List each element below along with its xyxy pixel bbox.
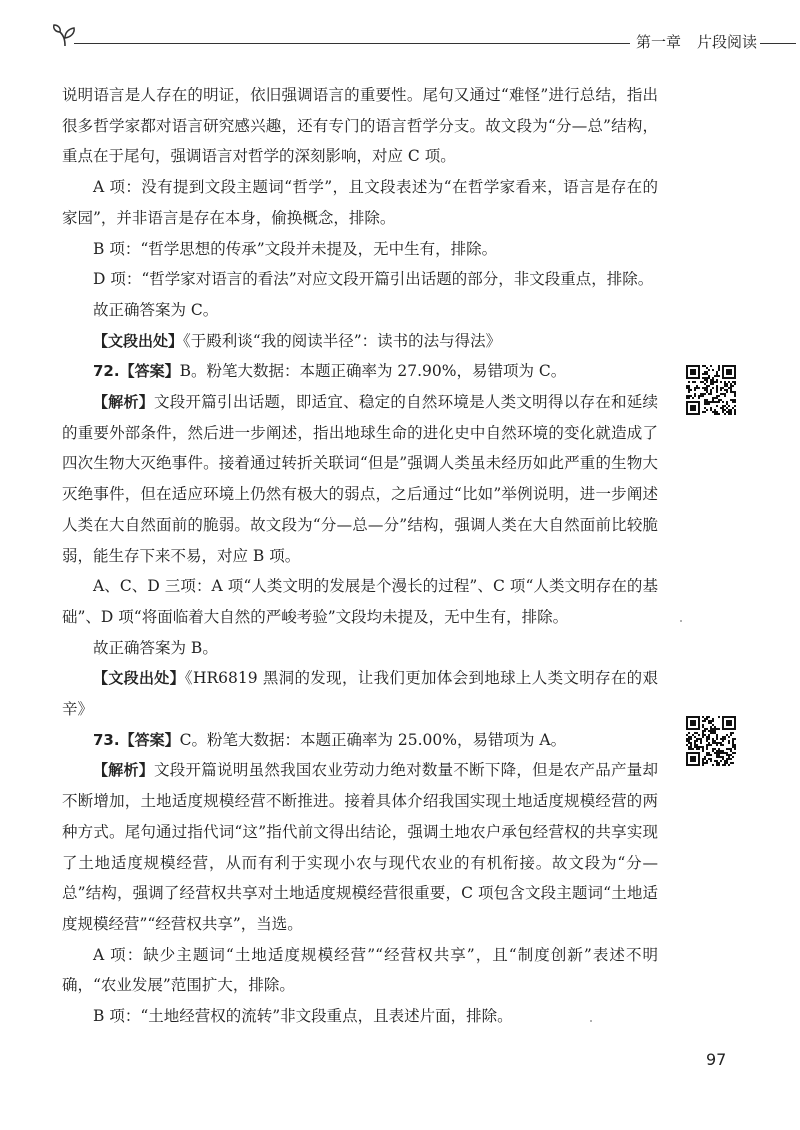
page-number: 97: [706, 1050, 727, 1069]
paragraph-tag: 【文段出处】: [93, 331, 184, 350]
paragraph-tag: 【解析】: [93, 761, 155, 780]
paragraph-tag: 73.【答案】: [93, 730, 180, 749]
page-header: [52, 22, 792, 52]
paragraph-tag: 72.【答案】: [93, 362, 180, 381]
paragraph-tag: 【文段出处】: [93, 669, 185, 688]
chapter-label: 第一章: [636, 33, 682, 51]
sprout-leaf-icon: [52, 22, 78, 48]
paragraph-text: A 项：没有提到文段主题词“哲学”，且文段表述为“在哲学家看来，语言是存在的家园”，并非语言是存在本身，偷换概念，排除。: [62, 178, 658, 227]
explanation-paragraph: [62, 663, 658, 724]
paragraph-text: 故正确答案为 C。: [93, 300, 219, 319]
paragraph-text: 故正确答案为 B。: [93, 638, 218, 657]
paragraph-text: 《于殿利谈“我的阅读半径”：读书的法与得法》: [183, 331, 502, 350]
header-rule-tail: [760, 43, 796, 44]
header-rule: [74, 43, 630, 44]
explanation-paragraph: [62, 633, 658, 664]
explanation-paragraph: [62, 571, 658, 632]
explanation-paragraph: [62, 356, 658, 387]
paragraph-text: B 项：“哲学思想的传承”文段并未提及，无中生有，排除。: [93, 239, 498, 258]
paragraph-text: B 项：“土地经营权的流转”非文段重点，且表述片面，排除。: [93, 1007, 513, 1026]
explanation-paragraph: [62, 295, 658, 326]
paragraph-text: 文段开篇说明虽然我国农业劳动力绝对数量不断下降，但是农产品产量却不断增加，土地适度规模经营不断推进。接着具体介绍我国实现土地适度规模经营的两种方式。尾句通过指代词“这”指代前文得出结论，强调土地农户承包经营权的共享实现了土地适度规模经营，从而有利于实现小农与现代农业的有机衔接。故文段为“分—总”结构，强调了经营权共享对土地适度规模经营很重要，C 项包含文段主题词“土地适度规模经营”“经营权共享”，当选。: [62, 761, 658, 933]
answer-explanations: [62, 80, 658, 1032]
section-label: 片段阅读: [697, 33, 758, 51]
explanation-paragraph: [62, 234, 658, 265]
paragraph-text: D 项：“哲学家对语言的看法”对应文段开篇引出话题的部分，非文段重点，排除。: [93, 270, 654, 289]
explanation-paragraph: [62, 326, 658, 357]
explanation-paragraph: [62, 264, 658, 295]
paragraph-text: 《HR6819 黑洞的发现，让我们更加体会到地球上人类文明存在的艰辛》: [62, 669, 658, 719]
explanation-paragraph: [62, 1001, 658, 1032]
explanation-paragraph: [62, 940, 658, 1001]
explanation-paragraph: [62, 755, 658, 939]
chapter-heading: [636, 31, 757, 52]
paragraph-text: 说明语言是人存在的明证，依旧强调语言的重要性。尾句又通过“难怪”进行总结，指出很多哲学家都对语言研究感兴趣，还有专门的语言哲学分支。故文段为“分—总”结构，重点在于尾句，强调语言对哲学的深刻影响，对应 C 项。: [62, 86, 658, 166]
paragraph-text: A 项：缺少主题词“土地适度规模经营”“经营权共享”，且“制度创新”表述不明确，“农业发展”范围扩大，排除。: [62, 945, 658, 995]
explanation-paragraph: [62, 387, 658, 571]
explanation-paragraph: [62, 725, 658, 756]
qr-code-icon[interactable]: [686, 716, 736, 766]
paragraph-text: B。粉笔大数据：本题正确率为 27.90%，易错项为 C。: [179, 362, 567, 381]
paragraph-text: 文段开篇引出话题，即适宜、稳定的自然环境是人类文明得以存在和延续的重要外部条件，然后进一步阐述，指出地球生命的进化史中自然环境的变化就造成了四次生物大灭绝事件。接着通过转折关联词“但是”强调人类虽未经历如此严重的生物大灭绝事件，但在适应环境上仍然有极大的弱点，之后通过“比如”举例说明，进一步阐述人类在大自然面前的脆弱。故文段为“分—总—分”结构，强调人类在大自然面前比较脆弱，能生存下来不易，对应 B 项。: [62, 393, 658, 565]
explanation-paragraph: [62, 80, 658, 172]
scan-speck: [680, 620, 682, 622]
scan-speck: [590, 1020, 592, 1022]
paragraph-text: A、C、D 三项：A 项“人类文明的发展是个漫长的过程”、C 项“人类文明存在的基础”、D 项“将面临着大自然的严峻考验”文段均未提及，无中生有，排除。: [62, 577, 658, 626]
explanation-paragraph: [62, 172, 658, 233]
paragraph-tag: 【解析】: [93, 393, 155, 412]
paragraph-text: C。粉笔大数据：本题正确率为 25.00%，易错项为 A。: [179, 730, 567, 749]
qr-code-icon[interactable]: [686, 365, 736, 415]
